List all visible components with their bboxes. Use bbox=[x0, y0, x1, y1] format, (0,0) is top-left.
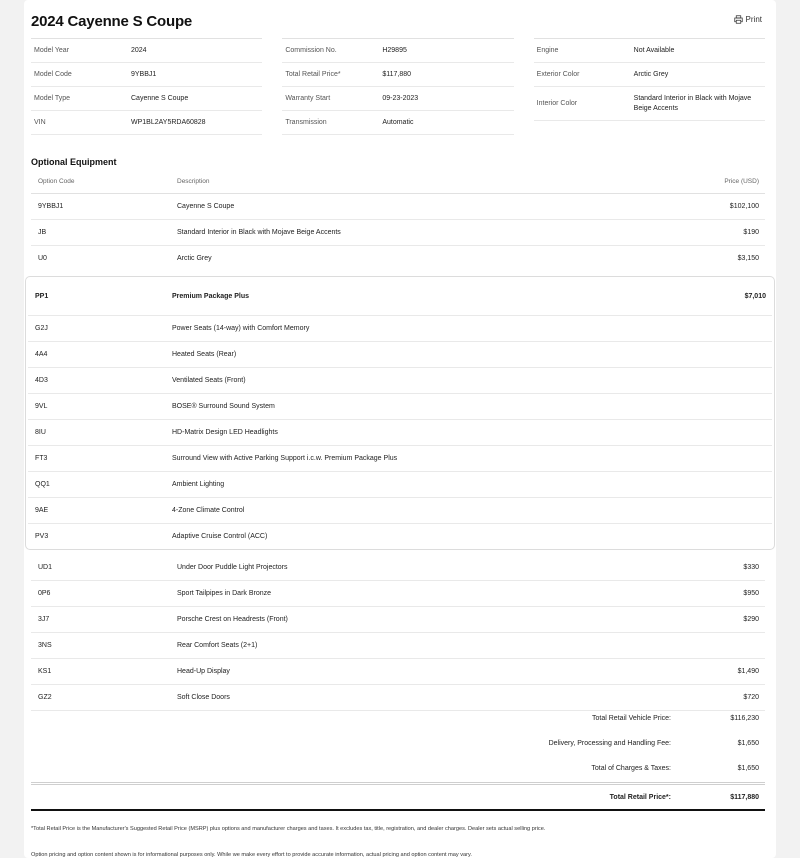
table-header bbox=[31, 169, 765, 194]
spec-label: Model Type bbox=[34, 95, 71, 102]
package-description: Premium Package Plus bbox=[172, 292, 250, 300]
spec-value: WP1BL2AY5RDA60828 bbox=[131, 118, 206, 126]
option-description: Ventilated Seats (Front) bbox=[172, 377, 246, 384]
option-description: Surround View with Active Parking Support i.c.w. Premium Package Plus bbox=[172, 455, 398, 462]
charges-taxes-value: $1,650 bbox=[737, 765, 759, 772]
package-item-row bbox=[28, 394, 772, 420]
option-description: Under Door Puddle Light Projectors bbox=[177, 564, 288, 571]
package-item-row bbox=[28, 368, 772, 394]
spec-label: Commission No. bbox=[285, 47, 337, 54]
option-price: $330 bbox=[743, 564, 759, 571]
table-row bbox=[31, 607, 765, 633]
option-description: Adaptive Cruise Control (ACC) bbox=[172, 533, 268, 540]
spec-label: Engine bbox=[536, 47, 559, 54]
header-option-code: Option Code bbox=[38, 177, 75, 185]
spec-row-total-price bbox=[282, 63, 513, 87]
specs-column-2 bbox=[282, 38, 513, 135]
spec-label: VIN bbox=[34, 119, 46, 126]
price-totals bbox=[31, 706, 765, 811]
option-code: GZ2 bbox=[38, 694, 52, 701]
total-retail-price-value: $117,880 bbox=[730, 793, 759, 801]
package-item-row bbox=[28, 316, 772, 342]
option-code: 0P6 bbox=[38, 590, 51, 597]
table-row bbox=[31, 194, 765, 220]
option-price: $190 bbox=[743, 229, 759, 236]
spec-value: 9YBBJ1 bbox=[131, 70, 157, 78]
option-description: Heated Seats (Rear) bbox=[172, 351, 237, 358]
table-row bbox=[31, 581, 765, 607]
option-description: Rear Comfort Seats (2+1) bbox=[177, 642, 258, 649]
option-code: UD1 bbox=[38, 564, 53, 571]
spec-row-commission bbox=[282, 39, 513, 63]
spec-value: Cayenne S Coupe bbox=[131, 94, 189, 102]
option-description: Porsche Crest on Headrests (Front) bbox=[177, 616, 288, 623]
option-code: 8IU bbox=[35, 429, 46, 436]
spec-row-transmission bbox=[282, 111, 513, 135]
spec-row-vin bbox=[31, 111, 262, 135]
vehicle-details-card bbox=[24, 0, 776, 858]
total-vehicle-price-row bbox=[31, 706, 765, 731]
spec-value: 09-23-2023 bbox=[382, 94, 419, 102]
option-description: BOSE® Surround Sound System bbox=[172, 403, 275, 410]
option-code: PV3 bbox=[35, 533, 49, 540]
option-code: 3NS bbox=[38, 642, 52, 649]
option-code: 9VL bbox=[35, 403, 48, 410]
option-description: HD-Matrix Design LED Headlights bbox=[172, 429, 278, 436]
optional-equipment-table bbox=[31, 169, 765, 711]
option-description: Arctic Grey bbox=[177, 255, 212, 262]
premium-package-group bbox=[25, 276, 775, 550]
spec-label: Transmission bbox=[285, 119, 327, 126]
option-description: Sport Tailpipes in Dark Bronze bbox=[177, 590, 272, 597]
package-item-row bbox=[28, 446, 772, 472]
spec-value: Not Available bbox=[633, 46, 675, 54]
option-description: Soft Close Doors bbox=[177, 694, 230, 701]
print-button[interactable] bbox=[734, 15, 762, 24]
spec-row-model-type bbox=[31, 87, 262, 111]
total-vehicle-price-label: Total Retail Vehicle Price: bbox=[592, 715, 671, 722]
spec-value: H29895 bbox=[382, 46, 407, 54]
spec-label: Warranty Start bbox=[285, 95, 331, 102]
spec-label: Interior Color bbox=[536, 100, 578, 107]
printer-icon bbox=[734, 15, 743, 24]
delivery-fee-label: Delivery, Processing and Handling Fee: bbox=[548, 740, 671, 747]
spec-value: Automatic bbox=[382, 118, 414, 126]
vehicle-specs bbox=[31, 38, 765, 135]
spec-row-engine bbox=[534, 39, 765, 63]
option-code: 4A4 bbox=[35, 351, 48, 358]
option-description: Standard Interior in Black with Mojave Beige Accents bbox=[177, 229, 341, 236]
table-row bbox=[31, 633, 765, 659]
option-code: QQ1 bbox=[35, 481, 50, 488]
option-code: KS1 bbox=[38, 668, 52, 675]
option-code: 3J7 bbox=[38, 616, 50, 623]
option-price: $3,150 bbox=[737, 255, 759, 262]
option-description: Head-Up Display bbox=[177, 668, 230, 675]
package-item-row bbox=[28, 472, 772, 498]
option-price: $1,490 bbox=[737, 668, 759, 675]
total-vehicle-price-value: $116,230 bbox=[730, 715, 759, 722]
print-label: Print bbox=[745, 15, 762, 24]
spec-row-model-year bbox=[31, 39, 262, 63]
package-code: PP1 bbox=[35, 292, 49, 300]
option-code: G2J bbox=[35, 325, 48, 332]
spec-value: Arctic Grey bbox=[633, 70, 669, 78]
spec-label: Total Retail Price* bbox=[285, 71, 341, 78]
package-header-row bbox=[28, 277, 772, 316]
spec-label: Model Year bbox=[34, 47, 70, 54]
table-row bbox=[31, 220, 765, 246]
option-code: 9AE bbox=[35, 507, 49, 514]
package-price: $7,010 bbox=[744, 292, 766, 300]
option-price: $290 bbox=[743, 616, 759, 623]
option-price: $720 bbox=[743, 694, 759, 701]
spec-label: Model Code bbox=[34, 71, 72, 78]
package-item-row bbox=[28, 342, 772, 368]
package-item-row bbox=[28, 524, 772, 549]
spec-value: 2024 bbox=[131, 46, 147, 54]
total-retail-price-row bbox=[31, 785, 765, 809]
option-price: $950 bbox=[743, 590, 759, 597]
option-code: 9YBBJ1 bbox=[38, 203, 64, 210]
spec-value: Standard Interior in Black with Mojave Beige Accents bbox=[633, 94, 752, 112]
specs-column-3 bbox=[534, 38, 765, 135]
msrp-footnote: *Total Retail Price is the Manufacturer's Suggested Retail Price (MSRP) plus options and manufacturer charges and taxes. It excludes tax, title, registration, and dealer charges. Dealer sets actual selling price. bbox=[31, 826, 546, 832]
option-code: 4D3 bbox=[35, 377, 48, 384]
charges-taxes-row bbox=[31, 756, 765, 781]
package-item-row bbox=[28, 498, 772, 524]
spec-row-model-code bbox=[31, 63, 262, 87]
spec-label: Exterior Color bbox=[536, 71, 580, 78]
option-description: Power Seats (14-way) with Comfort Memory bbox=[172, 325, 310, 332]
total-retail-price-label: Total Retail Price*: bbox=[609, 793, 671, 801]
option-description: 4-Zone Climate Control bbox=[172, 507, 245, 514]
table-row bbox=[31, 659, 765, 685]
option-code: U0 bbox=[38, 255, 47, 262]
delivery-fee-row bbox=[31, 731, 765, 756]
specs-column-1 bbox=[31, 38, 262, 135]
optional-equipment-title: Optional Equipment bbox=[31, 157, 117, 167]
table-row bbox=[31, 246, 765, 271]
header-description: Description bbox=[177, 177, 210, 185]
option-description: Ambient Lighting bbox=[172, 481, 225, 488]
option-code: FT3 bbox=[35, 455, 48, 462]
charges-taxes-label: Total of Charges & Taxes: bbox=[591, 765, 671, 772]
package-item-row bbox=[28, 420, 772, 446]
spec-row-interior-color bbox=[534, 87, 765, 121]
option-price: $102,100 bbox=[729, 203, 759, 210]
spec-value: $117,880 bbox=[382, 70, 412, 78]
divider bbox=[31, 809, 765, 811]
table-row bbox=[31, 555, 765, 581]
disclaimer-footnote: Option pricing and option content shown is for informational purposes only. While we make every effort to provide accurate information, actual pricing and option content may vary. bbox=[31, 852, 472, 858]
spec-row-exterior-color bbox=[534, 63, 765, 87]
option-description: Cayenne S Coupe bbox=[177, 203, 235, 210]
page-title: 2024 Cayenne S Coupe bbox=[31, 13, 193, 30]
spec-row-warranty bbox=[282, 87, 513, 111]
option-code: JB bbox=[38, 229, 47, 236]
header-price: Price (USD) bbox=[724, 177, 759, 185]
delivery-fee-value: $1,650 bbox=[737, 740, 759, 747]
